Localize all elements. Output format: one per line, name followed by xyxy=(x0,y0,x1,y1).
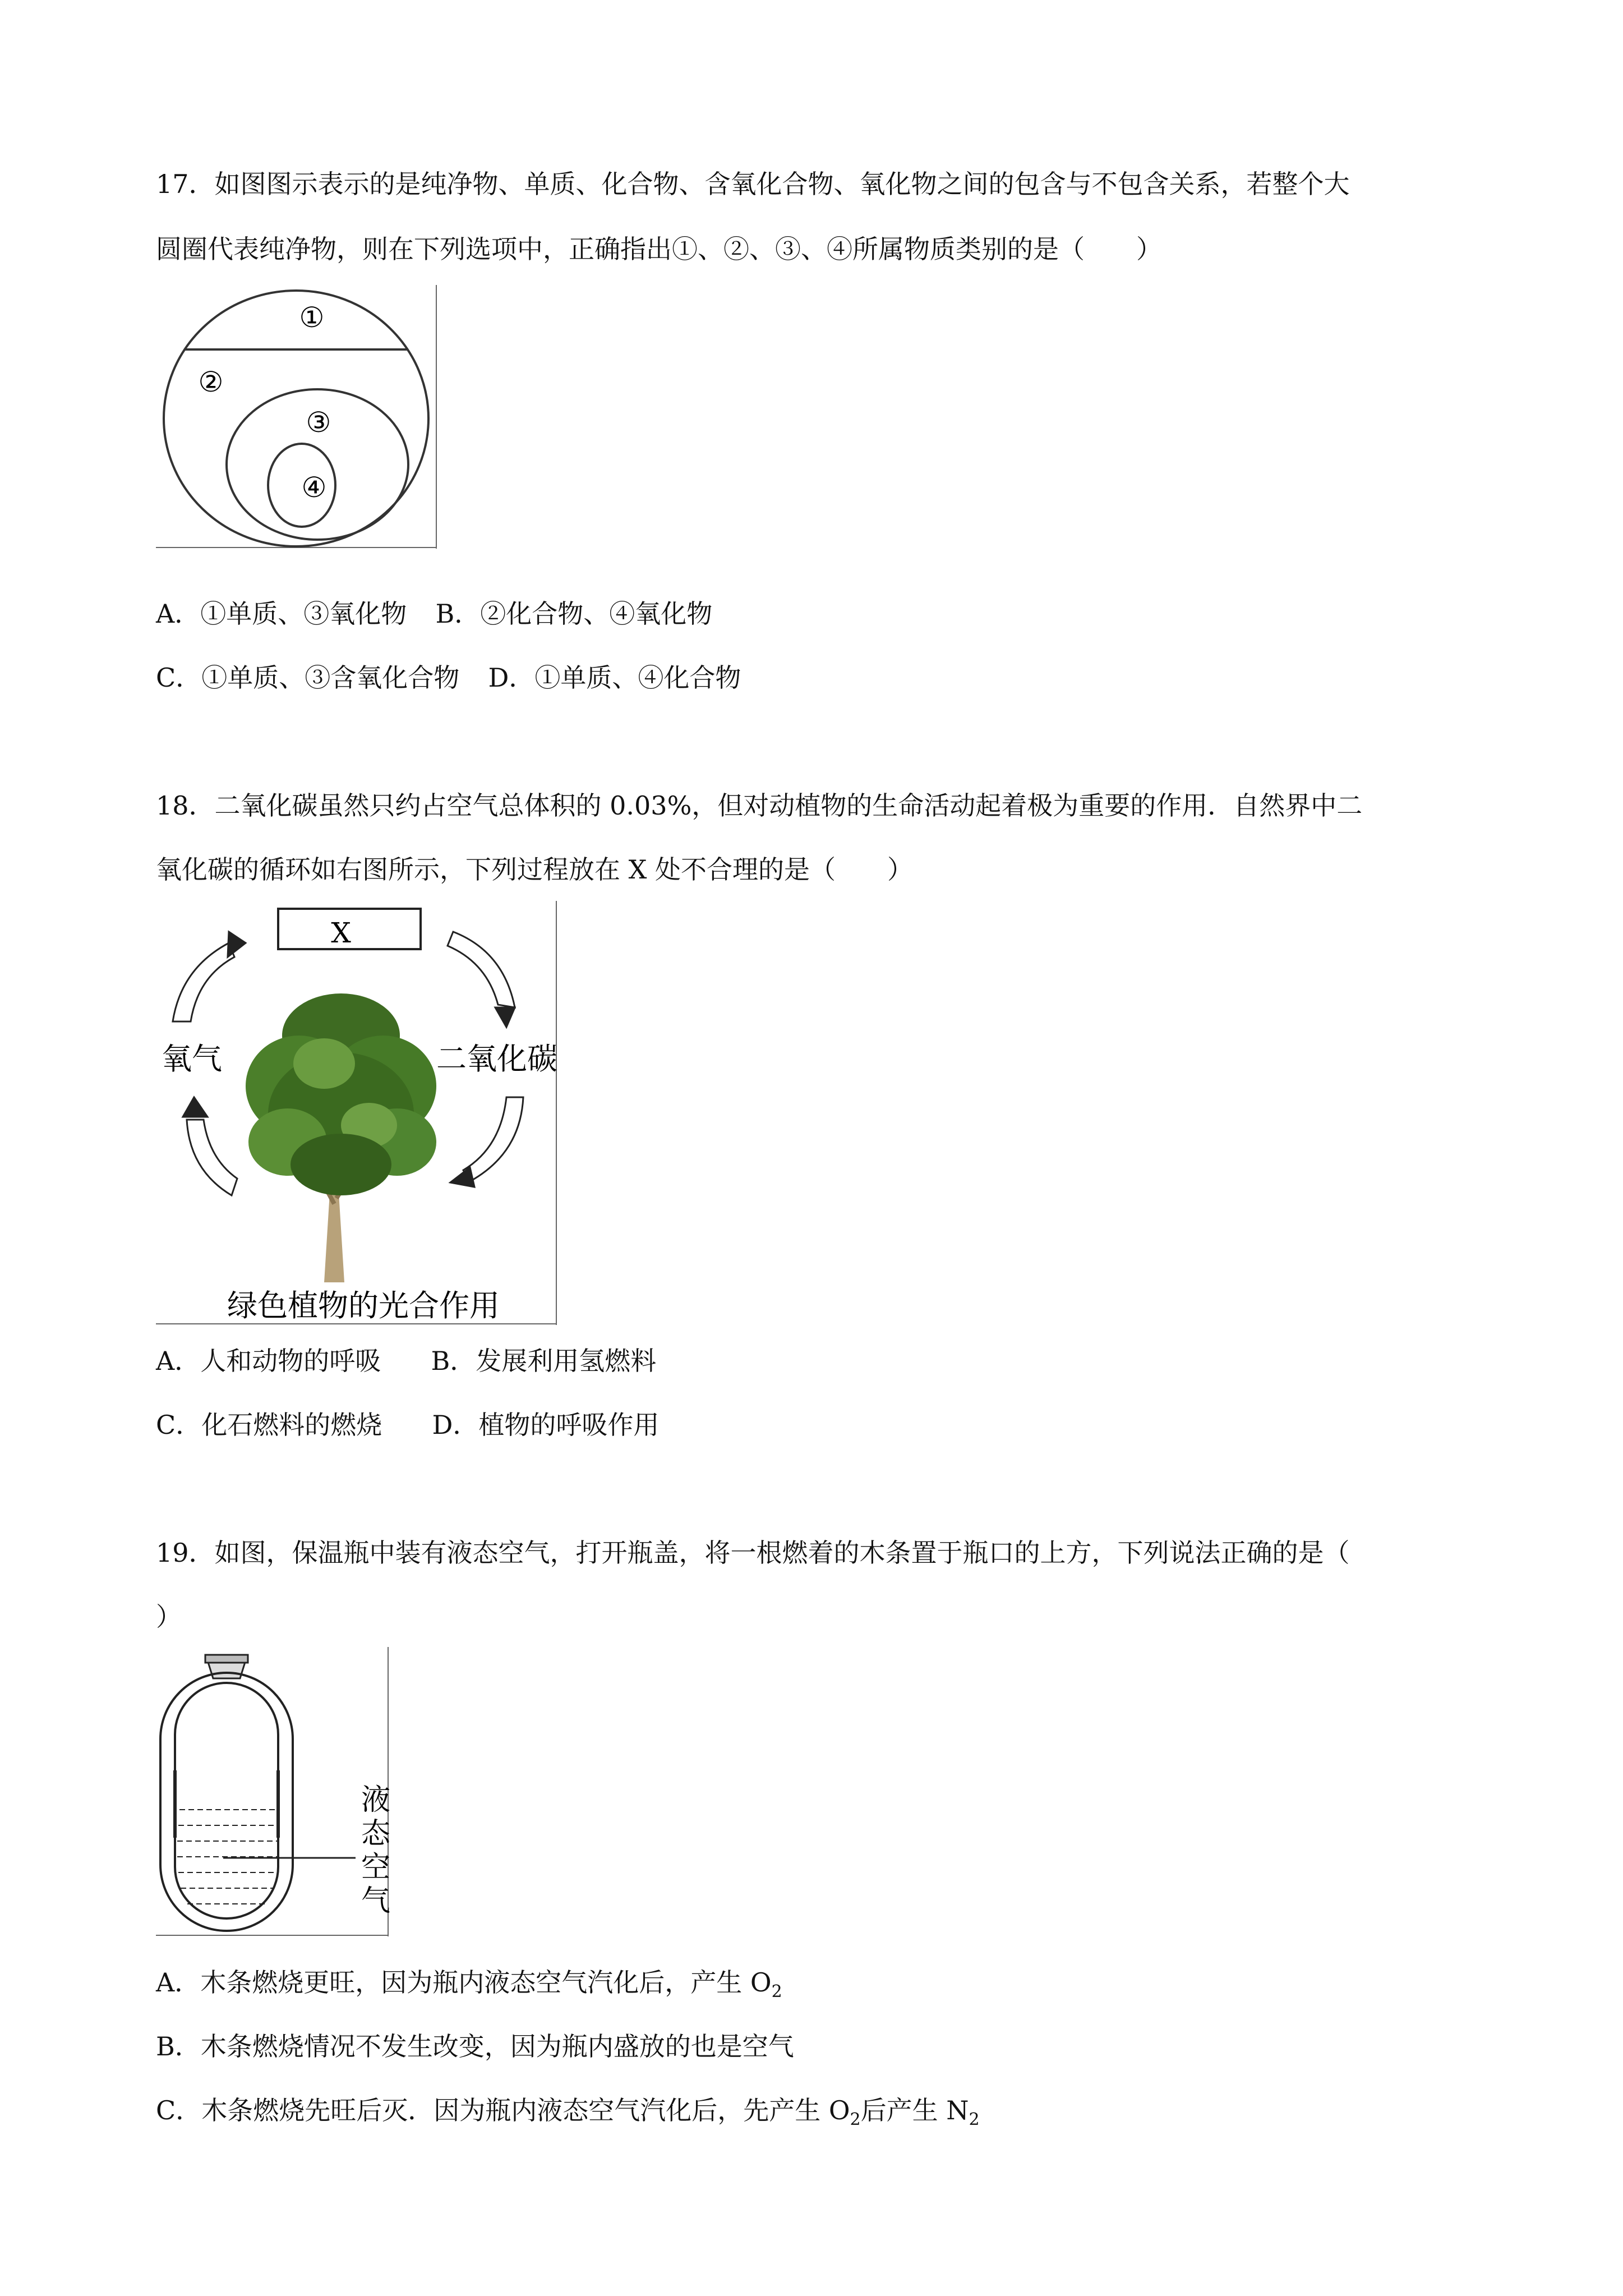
q18-option-c[interactable]: C．化石燃料的燃烧 xyxy=(156,1410,382,1440)
q19-stem-line1: 19．如图，保温瓶中装有液态空气，打开瓶盖，将一根燃着的木条置于瓶口的上方，下列说法正确的是（ xyxy=(156,1538,1350,1568)
q19-option-b[interactable]: B．木条燃烧情况不发生改变，因为瓶内盛放的也是空气 xyxy=(156,2031,794,2062)
q17-option-d[interactable]: D．①单质、④化合物 xyxy=(488,662,741,693)
label-char-2: 态 xyxy=(361,1817,391,1851)
q19-option-a-text: A．木条燃烧更旺，因为瓶内液态空气汽化后，产生 O xyxy=(156,1967,772,1998)
label-char-3: 空 xyxy=(361,1851,391,1884)
oxygen-label: 氧气 xyxy=(162,1041,222,1076)
q18-stem-line1: 18．二氧化碳虽然只约占空气总体积的 0.03%，但对动植物的生命活动起着极为重要的作用．自然界中二 xyxy=(156,790,1363,821)
q18-carbon-cycle-figure xyxy=(156,901,560,1327)
label-2: ② xyxy=(198,366,224,398)
q17-stem-line1: 17．如图图示表示的是纯净物、单质、化合物、含氧化合物、氧化物之间的包含与不包含关系，若整个大 xyxy=(156,169,1350,199)
arrow-x-to-co2 xyxy=(448,932,515,1027)
q19-option-c-text1: C．木条燃烧先旺后灭．因为瓶内液态空气汽化后，先产生 O xyxy=(156,2095,850,2125)
tree-icon xyxy=(246,993,436,1282)
q17-stem-line2: 圆圈代表纯净物，则在下列选项中，正确指出①、②、③、④所属物质类别的是（ ） xyxy=(156,234,1162,264)
q18-options-row1 xyxy=(156,1343,656,1379)
q18-option-a[interactable]: A．人和动物的呼吸 xyxy=(156,1346,381,1376)
flask-inner-wall xyxy=(175,1683,278,1918)
arrow-tree-to-o2 xyxy=(183,1097,237,1195)
q19-stem-line2: ） xyxy=(156,1602,182,1632)
label-char-1: 液 xyxy=(361,1783,391,1817)
q18-option-b[interactable]: B．发展利用氢燃料 xyxy=(431,1346,657,1376)
q19-option-a-sub: 2 xyxy=(771,1982,782,2002)
q17-options-row1 xyxy=(156,596,712,632)
x-box-label: X xyxy=(331,917,351,949)
q19-thermos-figure xyxy=(156,1647,391,1939)
q17-options-row2 xyxy=(156,660,741,696)
label-3: ③ xyxy=(306,406,331,439)
arrow-o2-to-x xyxy=(173,932,246,1022)
label-1: ① xyxy=(299,301,325,334)
q18-stem-line2: 氧化碳的循环如右图所示，下列过程放在 X 处不合理的是（ ） xyxy=(156,854,913,885)
q19-option-c[interactable] xyxy=(156,2092,980,2138)
q19-option-c-text2: 后产生 N xyxy=(860,2095,969,2125)
q17-option-a[interactable]: A．①单质、③氧化物 xyxy=(156,599,407,629)
co2-label: 二氧化碳 xyxy=(436,1041,557,1076)
photosynthesis-caption: 绿色植物的光合作用 xyxy=(227,1288,500,1323)
q17-option-c[interactable]: C．①单质、③含氧化合物 xyxy=(156,662,460,693)
q17-venn-diagram xyxy=(156,285,442,549)
liquid-air-level xyxy=(177,1810,277,1904)
q19-option-c-sub2: 2 xyxy=(969,2110,980,2130)
q19-option-c-sub1: 2 xyxy=(850,2110,861,2130)
label-4: ④ xyxy=(301,471,327,504)
arrow-co2-to-tree xyxy=(450,1097,523,1187)
q17-option-b[interactable]: B．②化合物、④氧化物 xyxy=(435,599,713,629)
label-char-4: 气 xyxy=(361,1884,391,1918)
q18-options-row2 xyxy=(156,1407,659,1443)
q18-option-d[interactable]: D．植物的呼吸作用 xyxy=(432,1410,660,1440)
q19-option-a[interactable] xyxy=(156,1964,782,2010)
